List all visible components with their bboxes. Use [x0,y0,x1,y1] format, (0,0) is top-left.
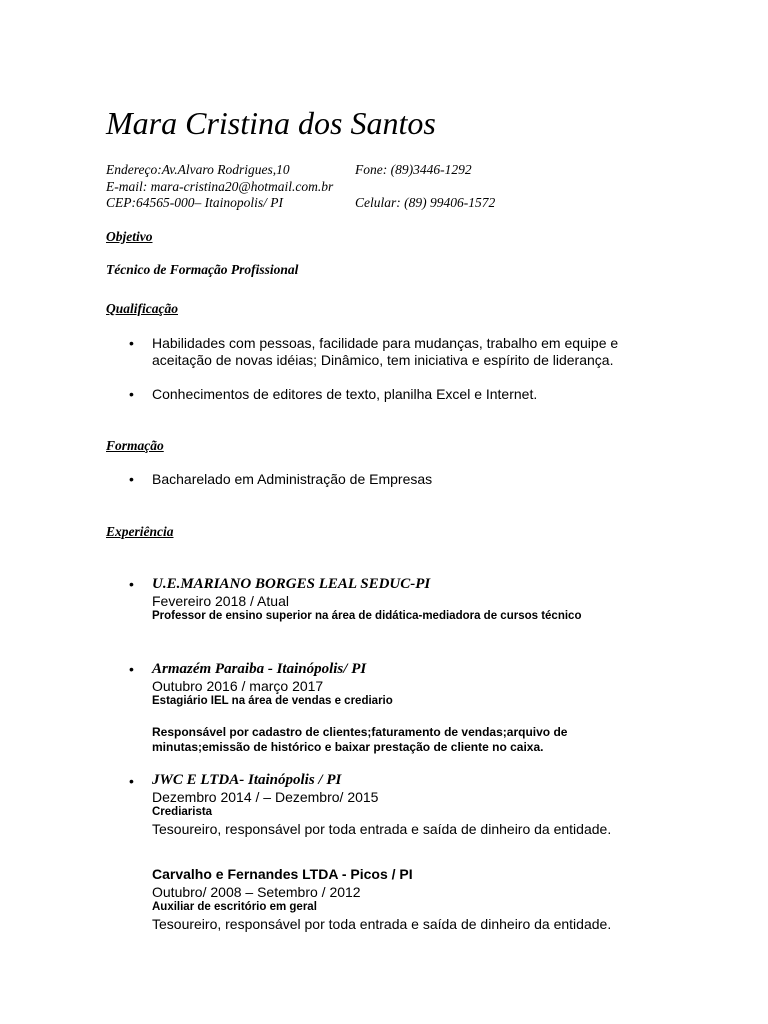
job-2-dates: Outubro 2016 / março 2017 [152,678,324,694]
bullet-icon: • [129,773,134,789]
formacao-item-1: Bacharelado em Administração de Empresas [152,471,433,487]
job-2-desc-line1: Responsável por cadastro de clientes;faturamento de vendas;arquivo de [152,725,568,739]
job-3-dates: Dezembro 2014 / – Dezembro/ 2015 [152,789,379,805]
qualificacao-item-1-line2: aceitação de novas idéias; Dinâmico, tem iniciativa e espírito de liderança. [152,352,614,368]
job-3-desc: Tesoureiro, responsável por toda entrada e saída de dinheiro da entidade. [152,821,612,837]
heading-objetivo: Objetivo [106,229,153,244]
job-2-role: Estagiário IEL na área de vendas e crediario [152,695,393,707]
bullet-icon: • [129,471,134,487]
heading-experiencia: Experiência [106,524,174,539]
bullet-icon: • [129,661,134,677]
qualificacao-item-1-line1: Habilidades com pessoas, facilidade para mudanças, trabalho em equipe e [152,335,619,351]
mobile-text: Celular: (89) 99406-1572 [355,195,496,210]
job-2-desc-line2: minutas;emissão de histórico e baixar prestação de cliente no caixa. [152,740,544,754]
job-3-company: JWC E LTDA- Itainópolis / PI [152,772,342,788]
job-2-company: Armazém Paraiba - Itainópolis/ PI [152,661,367,677]
job-4-dates: Outubro/ 2008 – Setembro / 2012 [152,884,361,900]
heading-formacao: Formação [106,438,164,453]
bullet-icon: • [129,335,134,351]
job-3-role: Crediarista [152,806,213,818]
job-1-dates: Fevereiro 2018 / Atual [152,593,289,609]
heading-qualificacao: Qualificação [106,301,178,316]
phone-text: Fone: (89)3446-1292 [355,162,472,177]
job-1-role: Professor de ensino superior na área de didática-mediadora de cursos técnico [152,610,582,622]
bullet-icon: • [129,576,134,592]
job-1-company: U.E.MARIANO BORGES LEAL SEDUC-PI [152,576,431,592]
job-4-company: Carvalho e Fernandes LTDA - Picos / PI [152,866,413,882]
job-4-desc: Tesoureiro, responsável por toda entrada e saída de dinheiro da entidade. [152,916,612,932]
objetivo-text: Técnico de Formação Profissional [106,262,299,277]
email-text: E-mail: mara-cristina20@hotmail.com.br [106,179,334,194]
qualificacao-item-2: Conhecimentos de editores de texto, planilha Excel e Internet. [152,386,538,402]
cep-text: CEP:64565-000– Itainopolis/ PI [106,195,283,210]
candidate-name: Mara Cristina dos Santos [106,105,436,141]
job-4-role: Auxiliar de escritório em geral [152,901,317,913]
bullet-icon: • [129,386,134,402]
address-text: Endereço:Av.Alvaro Rodrigues,10 [106,162,290,177]
